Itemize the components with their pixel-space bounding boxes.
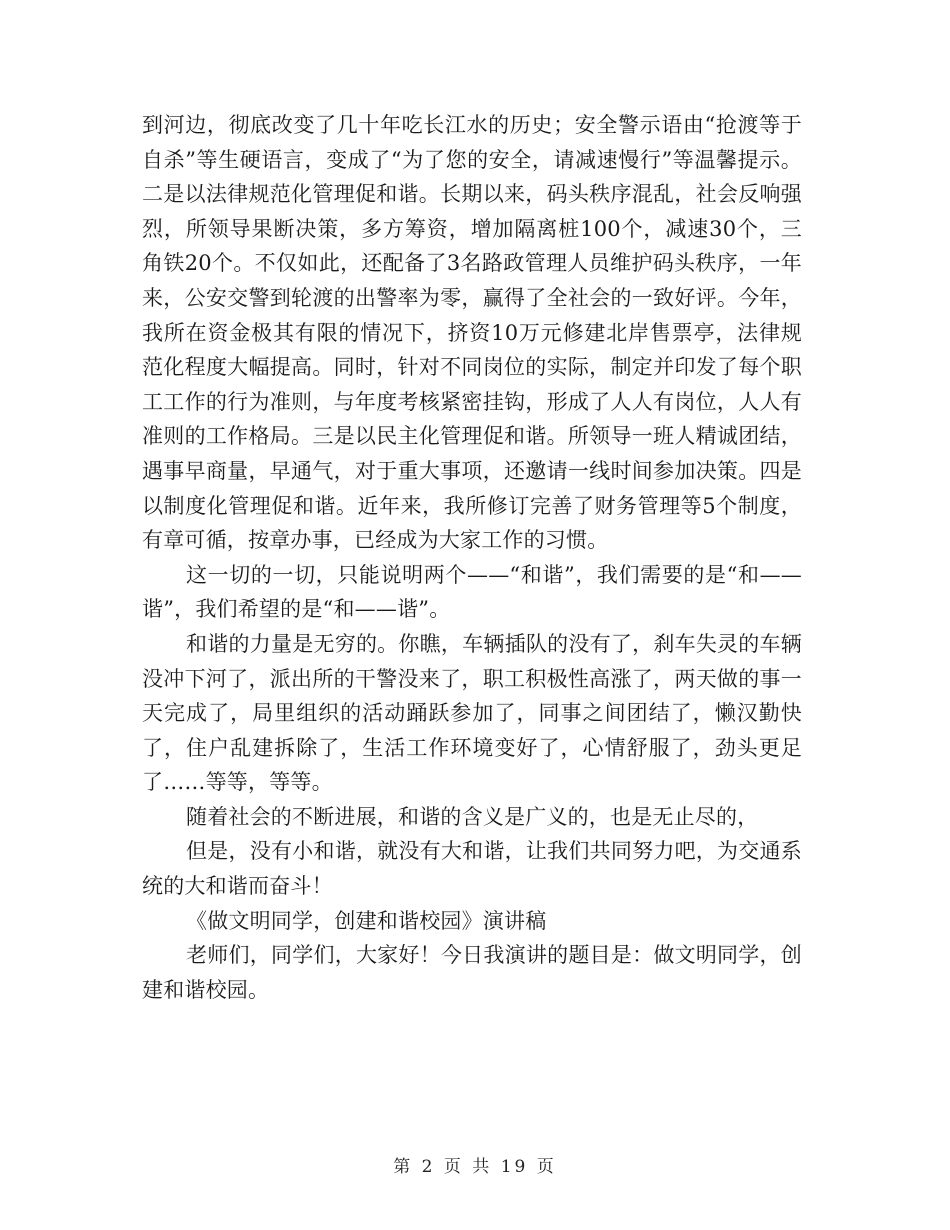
paragraph-speech-opening: 老师们，同学们，大家好！今日我演讲的题目是：做文明同学，创建和谐校园。 [142,943,802,1002]
page-number-footer: 第 2 页 共 19 页 [393,1157,557,1177]
speech-title: 《做文明同学，创建和谐校园》演讲稿 [186,908,547,933]
paragraph-social-progress: 随着社会的不断进展，和谐的含义是广义的，也是无止尽的， [186,804,759,829]
paragraph-continuation: 到河边，彻底改变了几十年吃长江水的历史；安全警示语由“抢渡等于自杀”等生硬语言，变成了“为了您的安全，请减速慢行”等温馨提示。二是以法律规范化管理促和谐。长期以来，码头秩序混乱，社会反响强烈，所领导果断决策，多方筹资，增加隔离桩100个，减速30个，三角铁20个。不仅如此，还配备了3名路政管理人员维护码头秩序，一年来，公安交警到轮渡的出警率为零，赢得了全社会的一致好评。今年，我所在资金极其有限的情况下，挤资10万元修建北岸售票亭，法律规范化程度大幅提高。同时，针对不同岗位的实际，制定并印发了每个职工工作的行为准则，与年度考核紧密挂钩，形成了人人有岗位，人人有准则的工作格局。三是以民主化管理促和谐。所领导一班人精诚团结，遇事早商量，早通气，对于重大事项，还邀请一线时间参加决策。四是以制度化管理促和谐。近年来，我所修订完善了财务管理等5个制度，有章可循，按章办事，已经成为大家工作的习惯。 [142,113,802,553]
paragraph-closing-call: 但是，没有小和谐，就没有大和谐，让我们共同努力吧，为交通系统的大和谐而奋斗！ [142,839,802,899]
document-body [142,108,802,1007]
paragraph-harmony-power: 和谐的力量是无穷的。你瞧，车辆插队的没有了，刹车失灵的车辆没冲下河了，派出所的干警没来了，职工积极性高涨了，两天做的事一天完成了，局里组织的活动踊跃参加了，同事之间团结了，懒汉勤快了，住户乱建拆除了，生活工作环境变好了，心情舒服了，劲头更足了……等等，等等。 [142,631,802,795]
paragraph-harmony-summary: 这一切的一切，只能说明两个——“和谐”，我们需要的是“和——谐”，我们希望的是“和——谐”。 [142,562,802,622]
